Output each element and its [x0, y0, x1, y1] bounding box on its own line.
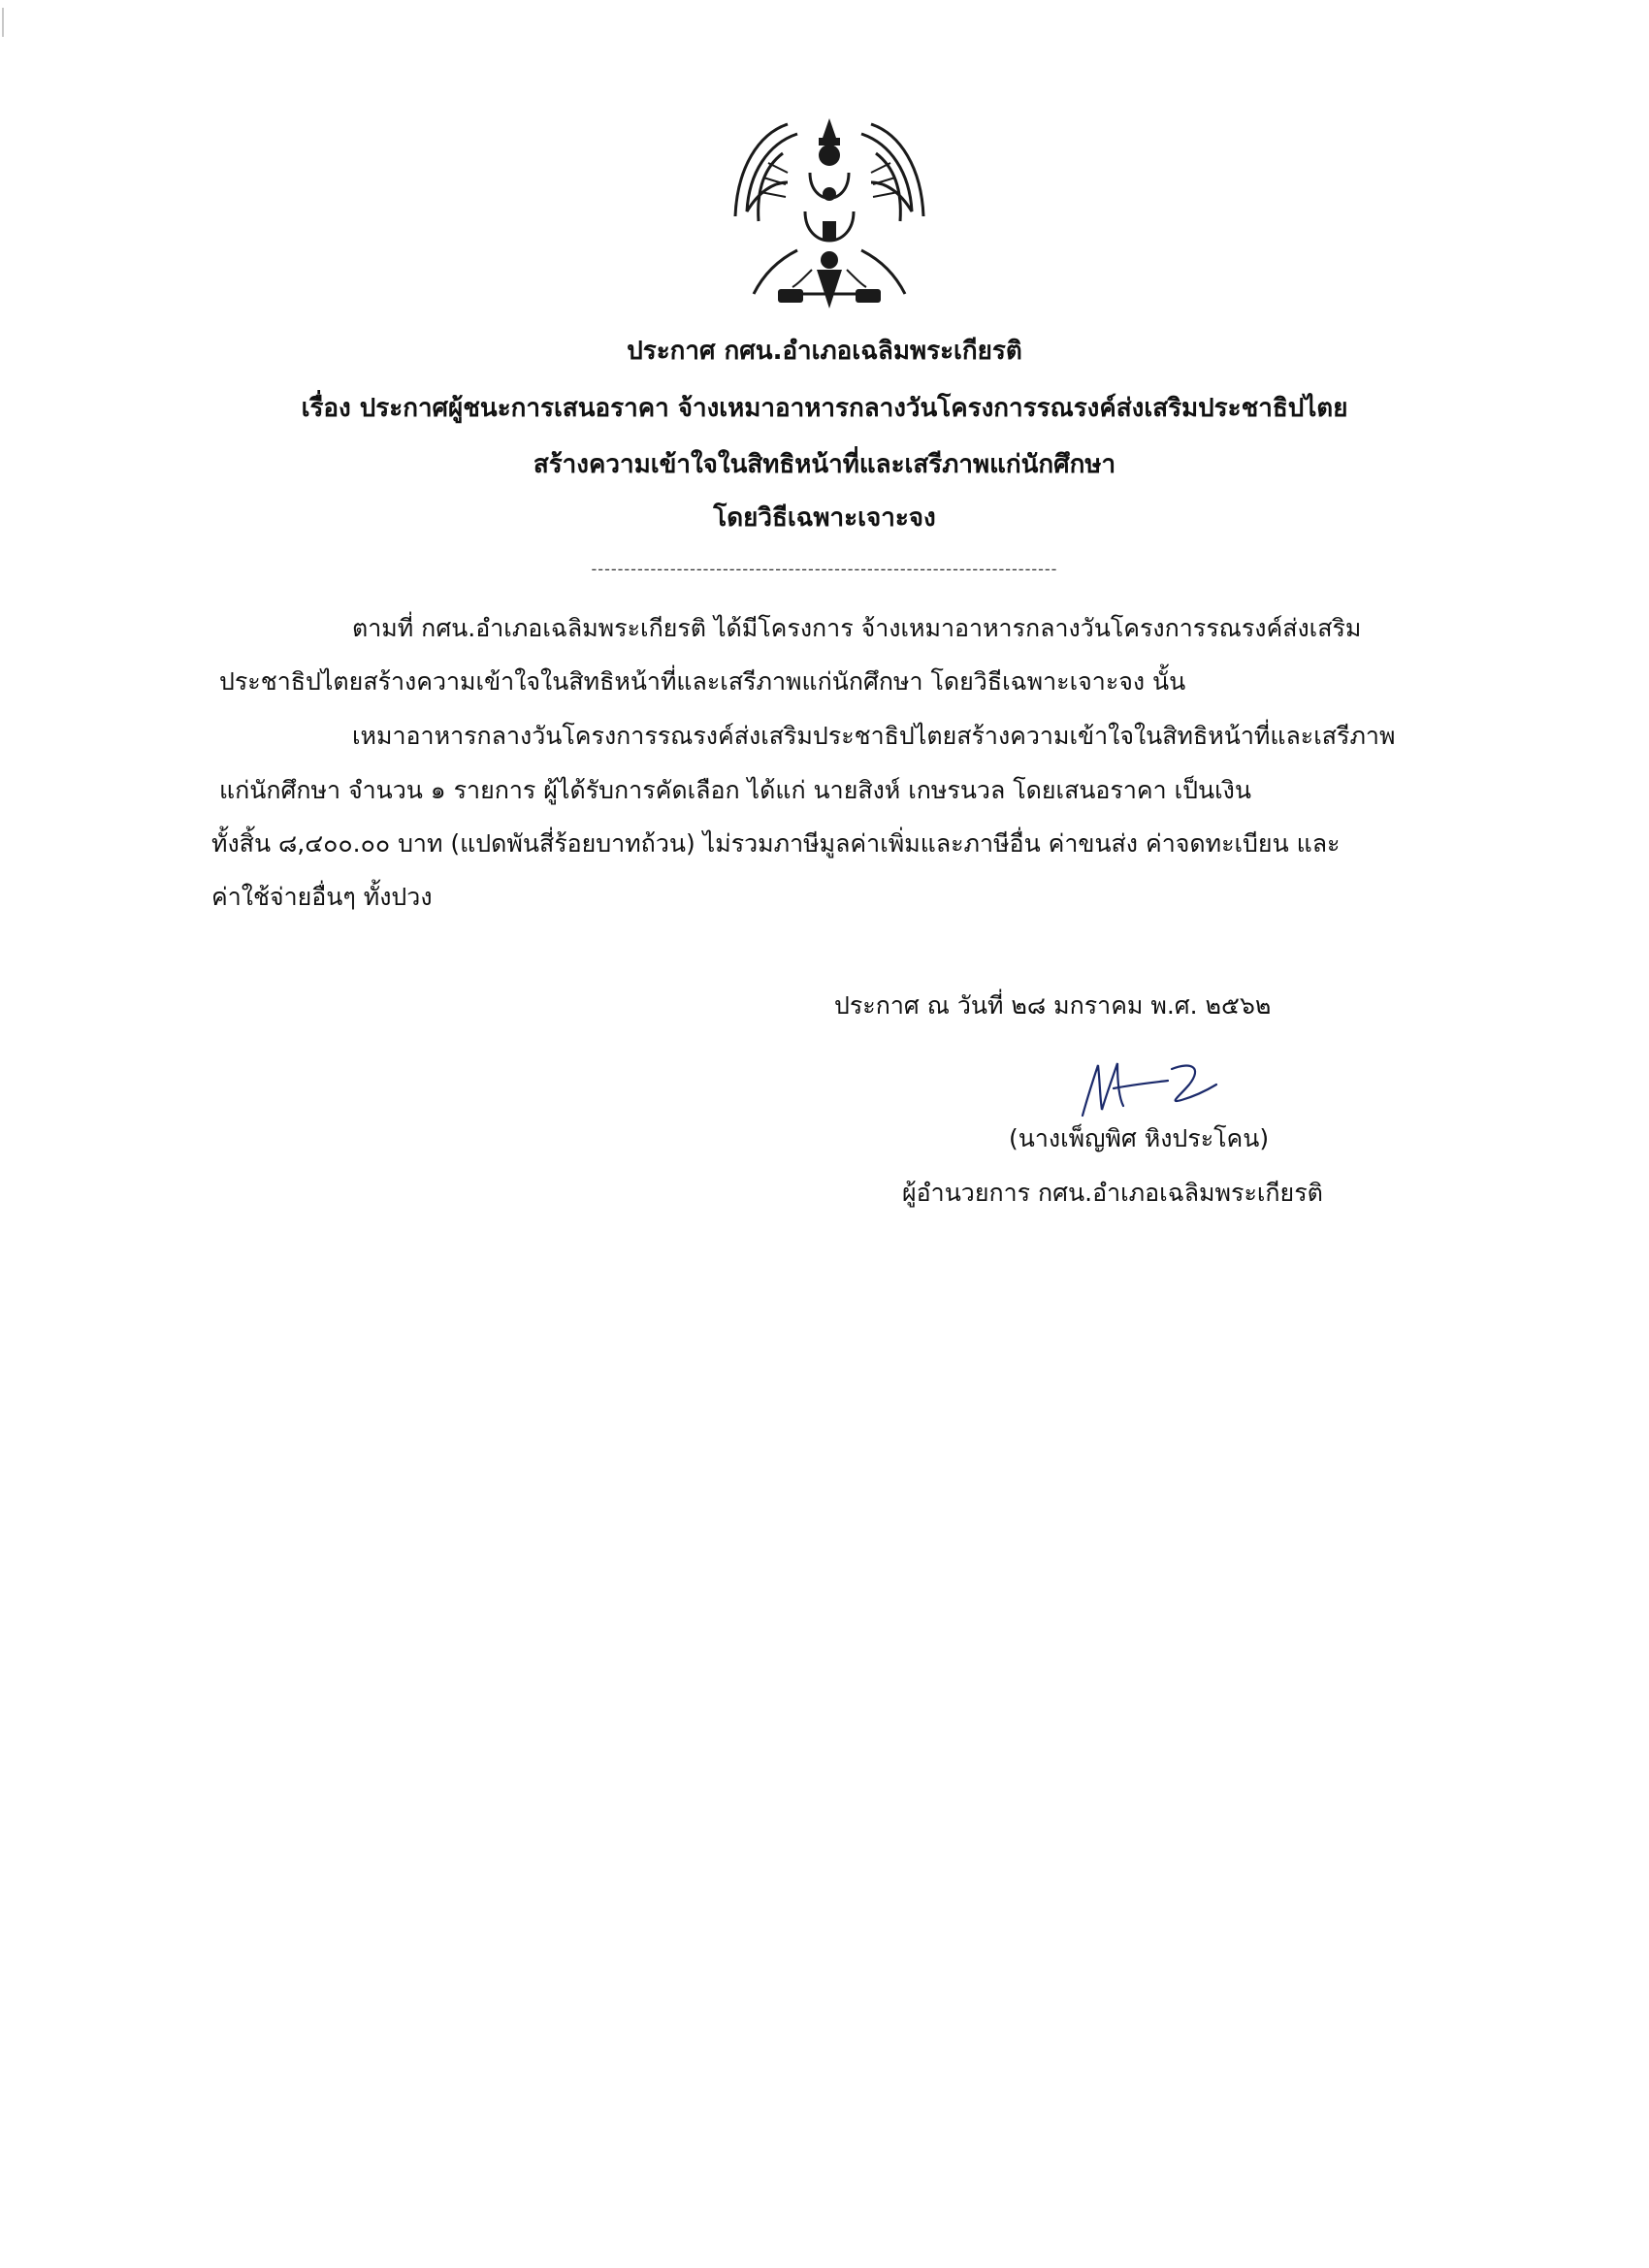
paragraph-2-line-2: แก่นักศึกษา จำนวน ๑ รายการ ผู้ได้รับการคัดเลือก ได้แก่ นายสิงห์ เกษรนวล โดยเสนอราคา เป็นเงิน — [219, 776, 1251, 804]
announcement-date: ประกาศ ณ วันที่ ๒๘ มกราคม พ.ศ. ๒๕๖๒ — [834, 991, 1272, 1020]
scan-edge-mark — [2, 8, 4, 37]
divider-line: ----------------------------------------------------------------------- — [591, 560, 1058, 578]
announcement-title: ประกาศ กศน.อำเภอเฉลิมพระเกียรติ — [627, 337, 1022, 366]
signer-position: ผู้อำนวยการ กศน.อำเภอเฉลิมพระเกียรติ — [902, 1179, 1323, 1207]
paragraph-1-line-2: ประชาธิปไตยสร้างความเข้าใจในสิทธิหน้าที่และเสรีภาพแก่นักศึกษา โดยวิธีเฉพาะเจาะจง นั้น — [219, 667, 1186, 696]
subject-line-1: เรื่อง ประกาศผู้ชนะการเสนอราคา จ้างเหมาอาหารกลางวันโครงการรณรงค์ส่งเสริมประชาธิปไตย — [301, 394, 1348, 423]
garuda-emblem-icon — [729, 114, 929, 313]
handwritten-signature — [1075, 1055, 1220, 1123]
subject-line-3: โดยวิธีเฉพาะเจาะจง — [713, 503, 936, 533]
paragraph-2-line-3: ทั้งสิ้น ๘,๔๐๐.๐๐ บาท (แปดพันสี่ร้อยบาทถ้วน) ไม่รวมภาษีมูลค่าเพิ่มและภาษีอื่น ค่าขนส่ง ค่าจดทะเบียน และ — [211, 829, 1341, 858]
subject-line-2: สร้างความเข้าใจในสิทธิหน้าที่และเสรีภาพแก่นักศึกษา — [533, 450, 1116, 479]
signer-name: (นางเพ็ญพิศ หิงประโคน) — [1009, 1124, 1270, 1152]
paragraph-2-line-1: เหมาอาหารกลางวันโครงการรณรงค์ส่งเสริมประชาธิปไตยสร้างความเข้าใจในสิทธิหน้าที่และเสรีภาพ — [352, 722, 1396, 750]
paragraph-2-line-4: ค่าใช้จ่ายอื่นๆ ทั้งปวง — [211, 883, 433, 911]
paragraph-1-line-1: ตามที่ กศน.อำเภอเฉลิมพระเกียรติ ได้มีโครงการ จ้างเหมาอาหารกลางวันโครงการรณรงค์ส่งเสริม — [352, 614, 1362, 642]
